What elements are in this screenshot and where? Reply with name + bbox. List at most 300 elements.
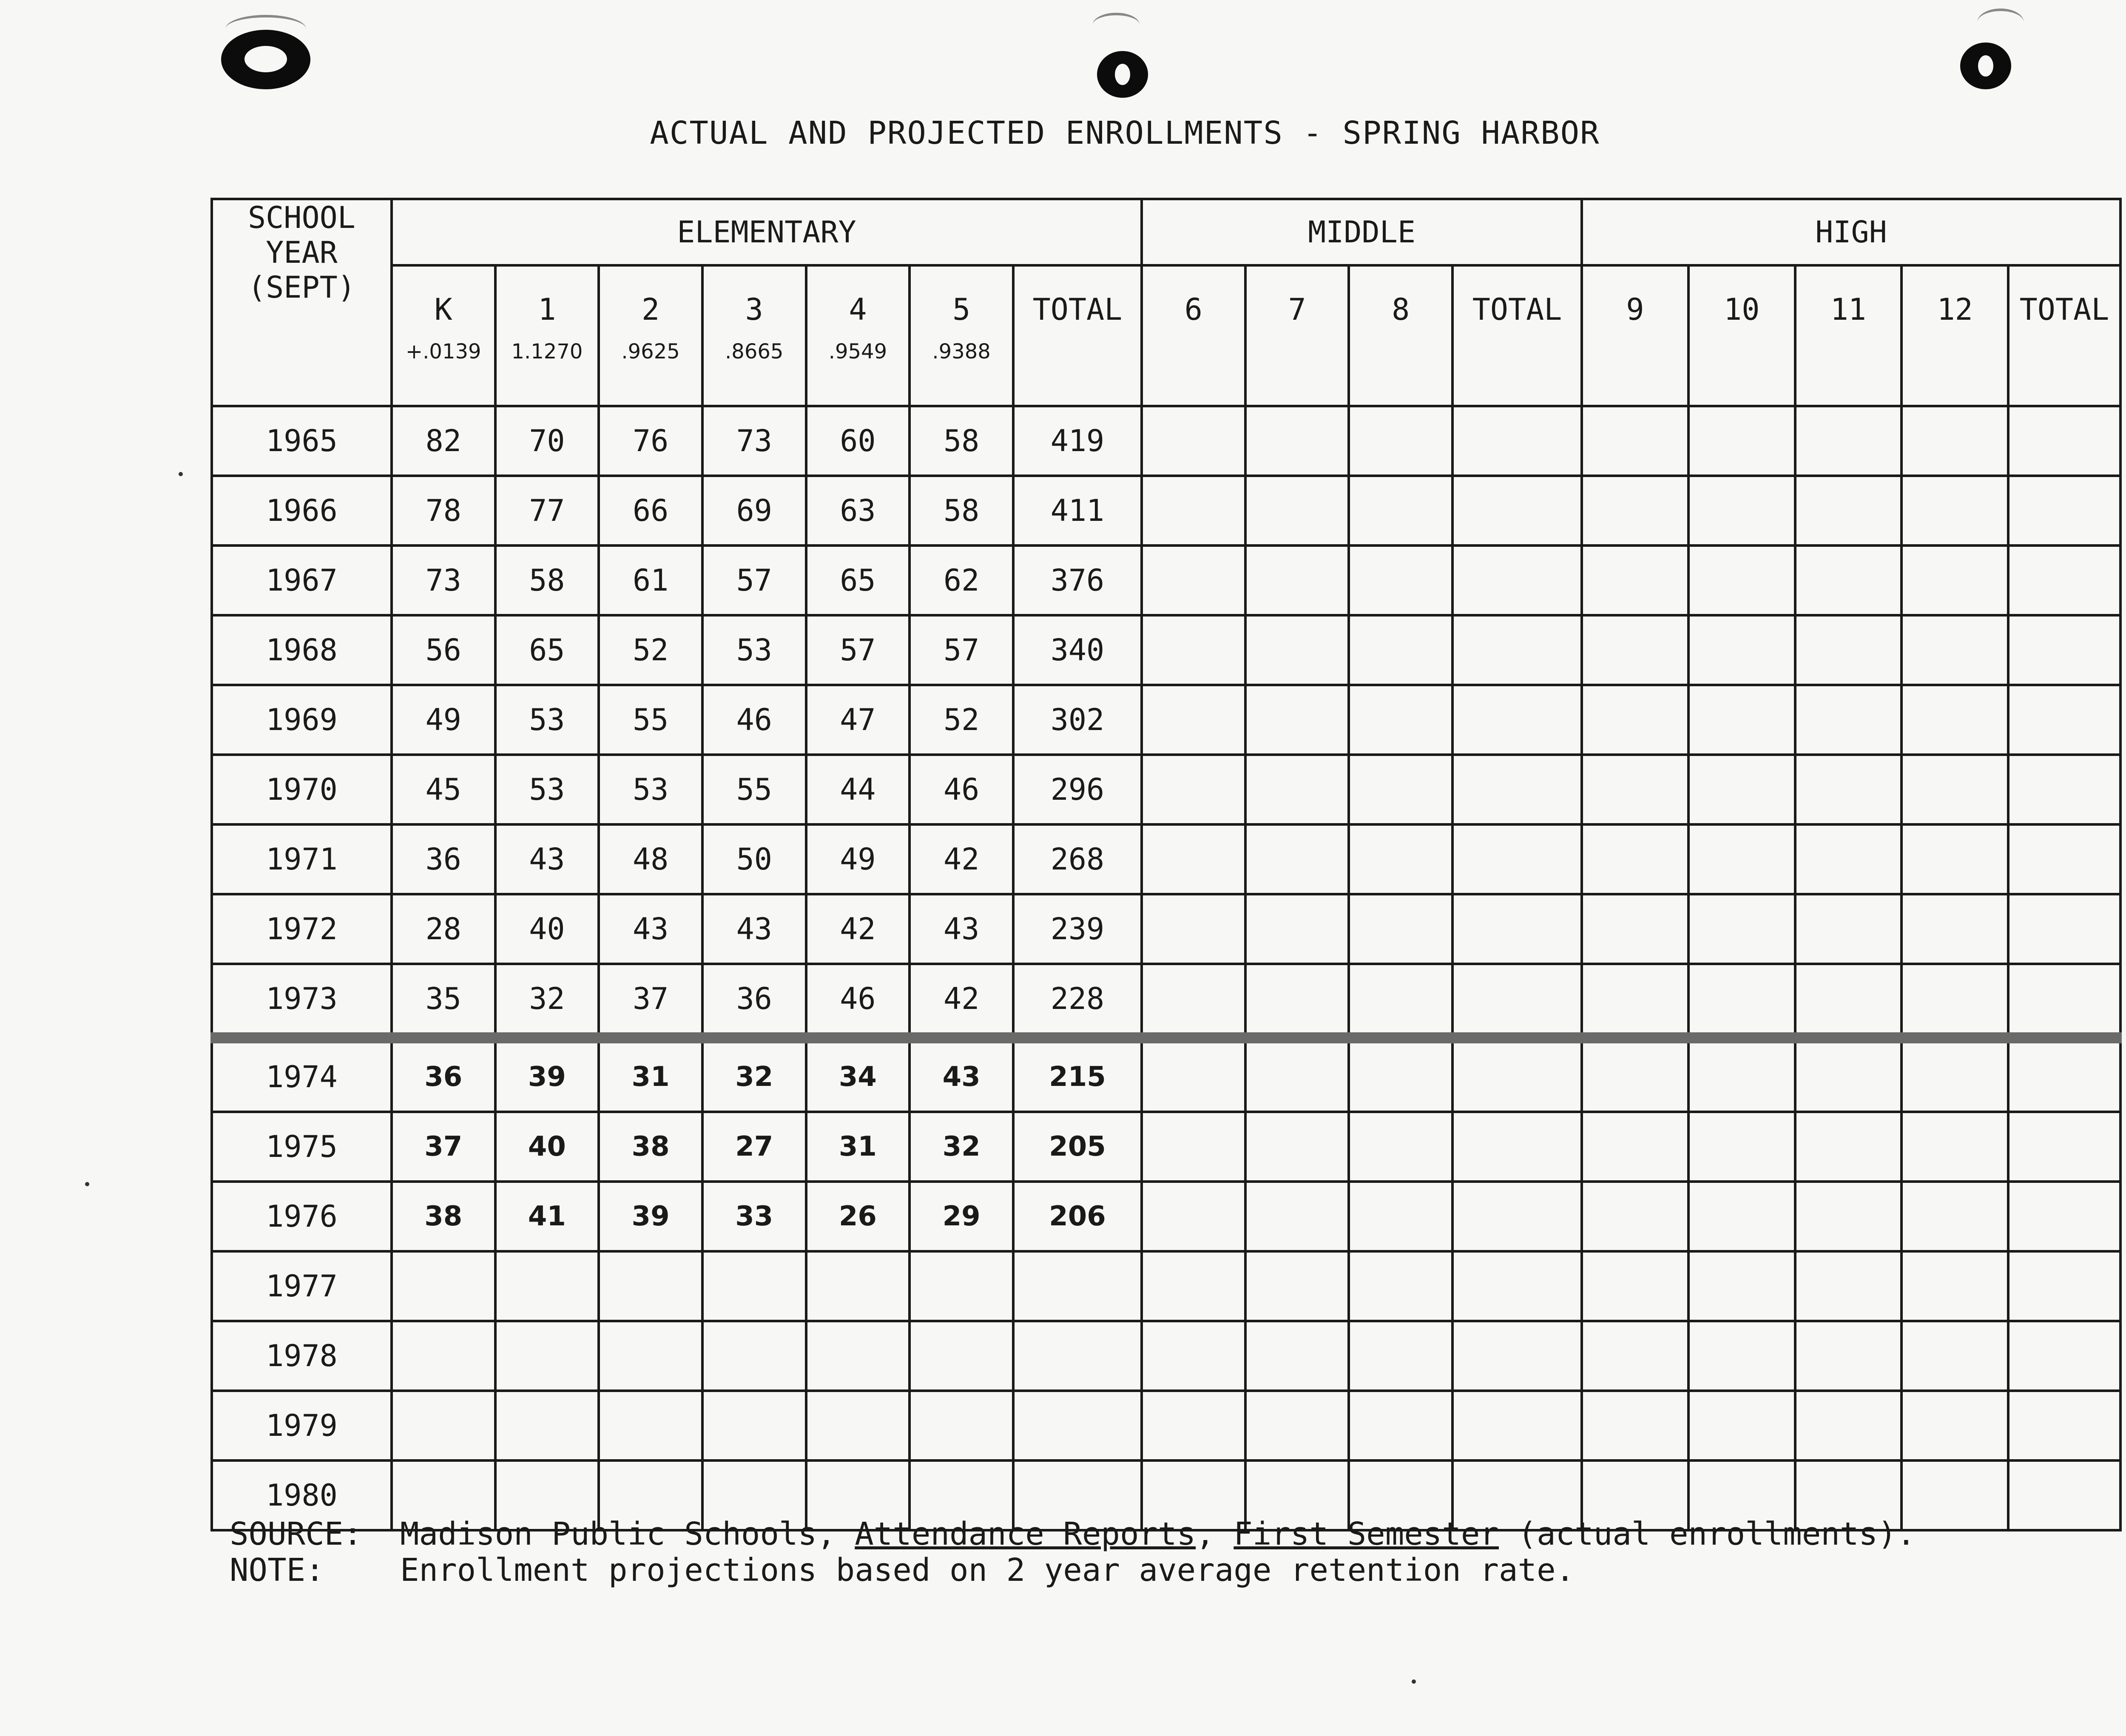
empty-cell	[1452, 1251, 1582, 1321]
empty-cell	[1688, 1112, 1795, 1182]
middle-group-header: MIDDLE	[1142, 199, 1582, 265]
table-row	[212, 1391, 2120, 1460]
enrollment-cell: 63	[806, 476, 910, 546]
empty-cell	[1901, 1112, 2008, 1182]
empty-cell	[1142, 476, 1245, 546]
source-prefix: Madison Public Schools,	[400, 1516, 855, 1552]
retention-rate: +.0139	[405, 340, 481, 364]
enrollment-cell: 56	[392, 615, 495, 685]
empty-cell	[2008, 476, 2120, 546]
empty-cell	[1349, 1251, 1452, 1321]
enrollment-cell: 32	[702, 1038, 806, 1112]
table-row	[212, 824, 2120, 894]
elementary-total-cell: 296	[1013, 755, 1142, 824]
enrollment-cell: 73	[702, 406, 806, 476]
enrollment-cell: 77	[495, 476, 599, 546]
school-year-cell: 1978	[212, 1321, 392, 1391]
enrollment-cell: 42	[806, 894, 910, 964]
column-label: 5	[952, 292, 971, 327]
empty-cell	[1452, 755, 1582, 824]
enrollment-cell	[910, 1391, 1013, 1460]
elementary-group-header: ELEMENTARY	[392, 199, 1142, 265]
source-report-title: Attendance Reports	[855, 1516, 1196, 1552]
empty-cell	[1349, 824, 1452, 894]
enrollment-cell: 76	[599, 406, 702, 476]
empty-cell	[1901, 476, 2008, 546]
table-row	[212, 685, 2120, 755]
empty-cell	[1349, 406, 1452, 476]
column-header-4	[806, 265, 910, 406]
enrollment-cell: 39	[599, 1182, 702, 1251]
enrollment-cell: 26	[806, 1182, 910, 1251]
empty-cell	[2008, 894, 2120, 964]
column-header-2	[599, 265, 702, 406]
school-year-header	[212, 199, 392, 406]
enrollment-cell: 36	[702, 964, 806, 1038]
enrollment-cell	[599, 1391, 702, 1460]
column-label: 9	[1626, 292, 1644, 327]
school-year-cell: 1976	[212, 1182, 392, 1251]
empty-cell	[1245, 1321, 1349, 1391]
elementary-total-cell: 411	[1013, 476, 1142, 546]
enrollment-cell: 34	[806, 1038, 910, 1112]
enrollment-cell: 53	[702, 615, 806, 685]
enrollment-cell: 65	[495, 615, 599, 685]
empty-cell	[2008, 615, 2120, 685]
punch-hole-ring	[1093, 13, 1140, 37]
empty-cell	[1688, 1182, 1795, 1251]
enrollment-cell: 73	[392, 546, 495, 615]
empty-cell	[1452, 615, 1582, 685]
column-label: 10	[1724, 292, 1760, 327]
enrollment-cell	[495, 1391, 599, 1460]
enrollment-cell: 46	[806, 964, 910, 1038]
school-year-cell: 1966	[212, 476, 392, 546]
enrollment-cell: 82	[392, 406, 495, 476]
empty-cell	[1688, 1391, 1795, 1460]
empty-cell	[1349, 894, 1452, 964]
enrollment-cell: 65	[806, 546, 910, 615]
elementary-total-cell: 302	[1013, 685, 1142, 755]
enrollment-cell: 32	[495, 964, 599, 1038]
enrollment-cell	[599, 1251, 702, 1321]
empty-cell	[1349, 1182, 1452, 1251]
table-row	[212, 964, 2120, 1038]
elementary-total-cell	[1013, 1391, 1142, 1460]
enrollment-cell: 78	[392, 476, 495, 546]
elementary-total-cell: 206	[1013, 1182, 1142, 1251]
table-row	[212, 406, 2120, 476]
enrollment-cell: 49	[392, 685, 495, 755]
school-year-header-line: (SEPT)	[248, 270, 355, 305]
column-label: 3	[745, 292, 763, 327]
empty-cell	[1795, 1391, 1902, 1460]
enrollment-cell	[910, 1251, 1013, 1321]
enrollment-cell: 43	[702, 894, 806, 964]
column-label: TOTAL	[2019, 292, 2109, 327]
punch-hole-ring	[1977, 9, 2024, 37]
enrollment-cell: 50	[702, 824, 806, 894]
empty-cell	[1142, 964, 1245, 1038]
empty-cell	[1688, 1321, 1795, 1391]
empty-cell	[1901, 1182, 2008, 1251]
empty-cell	[1582, 615, 1688, 685]
table-row	[212, 1251, 2120, 1321]
empty-cell	[1245, 1182, 1349, 1251]
elementary-total-cell	[1013, 1321, 1142, 1391]
empty-cell	[1142, 1391, 1245, 1460]
empty-cell	[1901, 1460, 2008, 1530]
enrollment-cell: 43	[495, 824, 599, 894]
empty-cell	[2008, 755, 2120, 824]
enrollment-cell: 52	[599, 615, 702, 685]
column-label: 1	[538, 292, 556, 327]
enrollment-cell: 31	[599, 1038, 702, 1112]
enrollment-cell	[702, 1391, 806, 1460]
empty-cell	[1582, 1321, 1688, 1391]
note-text: Enrollment projections based on 2 year average retention rate.	[400, 1552, 1575, 1588]
enrollment-cell: 37	[392, 1112, 495, 1182]
empty-cell	[2008, 1321, 2120, 1391]
source-label: SOURCE:	[230, 1516, 362, 1552]
empty-cell	[2008, 1182, 2120, 1251]
empty-cell	[1688, 546, 1795, 615]
elementary-total-cell: 268	[1013, 824, 1142, 894]
enrollment-cell	[806, 1391, 910, 1460]
school-year-cell: 1970	[212, 755, 392, 824]
column-header-11	[1795, 265, 1902, 406]
elementary-total-cell: 239	[1013, 894, 1142, 964]
empty-cell	[1349, 1112, 1452, 1182]
empty-cell	[2008, 1038, 2120, 1112]
enrollment-cell: 52	[910, 685, 1013, 755]
empty-cell	[1142, 1321, 1245, 1391]
table-row	[212, 894, 2120, 964]
empty-cell	[1582, 546, 1688, 615]
column-label: TOTAL	[1032, 292, 1123, 327]
column-header-9	[1582, 265, 1688, 406]
empty-cell	[1142, 1251, 1245, 1321]
school-year-cell: 1968	[212, 615, 392, 685]
empty-cell	[1688, 824, 1795, 894]
retention-rate: .8665	[725, 340, 784, 364]
enrollment-cell: 53	[495, 755, 599, 824]
empty-cell	[1452, 964, 1582, 1038]
enrollment-cell	[392, 1251, 495, 1321]
enrollment-cell: 58	[495, 546, 599, 615]
empty-cell	[1142, 1038, 1245, 1112]
empty-cell	[2008, 1112, 2120, 1182]
column-label: TOTAL	[1472, 292, 1562, 327]
retention-rate: .9549	[828, 340, 887, 364]
empty-cell	[1452, 824, 1582, 894]
empty-cell	[1142, 615, 1245, 685]
empty-cell	[1795, 685, 1902, 755]
empty-cell	[1452, 1391, 1582, 1460]
elementary-total-cell: 419	[1013, 406, 1142, 476]
enrollment-cell: 37	[599, 964, 702, 1038]
column-header-7	[1245, 265, 1349, 406]
empty-cell	[1142, 685, 1245, 755]
empty-cell	[1349, 685, 1452, 755]
punch-hole	[1960, 43, 2011, 89]
enrollment-cell	[910, 1321, 1013, 1391]
empty-cell	[1901, 824, 2008, 894]
enrollment-cell: 46	[910, 755, 1013, 824]
enrollment-cell: 69	[702, 476, 806, 546]
empty-cell	[1582, 894, 1688, 964]
school-year-header-line: SCHOOL	[248, 200, 355, 235]
empty-cell	[1795, 546, 1902, 615]
empty-cell	[1901, 546, 2008, 615]
empty-cell	[2008, 1391, 2120, 1460]
empty-cell	[1245, 755, 1349, 824]
empty-cell	[1582, 685, 1688, 755]
column-label: 11	[1830, 292, 1867, 327]
empty-cell	[1452, 1038, 1582, 1112]
enrollment-cell: 35	[392, 964, 495, 1038]
table-row	[212, 1321, 2120, 1391]
source-separator: ,	[1196, 1516, 1234, 1552]
empty-cell	[1349, 964, 1452, 1038]
empty-cell	[2008, 1460, 2120, 1530]
empty-cell	[1901, 685, 2008, 755]
enrollment-cell	[599, 1321, 702, 1391]
elementary-total-cell: 376	[1013, 546, 1142, 615]
empty-cell	[1795, 1321, 1902, 1391]
empty-cell	[1795, 1112, 1902, 1182]
empty-cell	[1245, 964, 1349, 1038]
enrollment-cell: 40	[495, 1112, 599, 1182]
enrollment-cell: 44	[806, 755, 910, 824]
table-row	[212, 755, 2120, 824]
enrollment-cell: 61	[599, 546, 702, 615]
school-year-cell: 1980	[212, 1460, 392, 1530]
empty-cell	[1452, 685, 1582, 755]
column-header-high-total	[2008, 265, 2120, 406]
enrollment-cell: 29	[910, 1182, 1013, 1251]
empty-cell	[1452, 1321, 1582, 1391]
empty-cell	[1142, 406, 1245, 476]
enrollment-cell: 42	[910, 964, 1013, 1038]
empty-cell	[1688, 476, 1795, 546]
enrollment-cell: 38	[392, 1182, 495, 1251]
school-year-cell: 1977	[212, 1251, 392, 1321]
column-label: 12	[1937, 292, 1973, 327]
enrollment-cell: 33	[702, 1182, 806, 1251]
enrollment-cell: 38	[599, 1112, 702, 1182]
empty-cell	[1245, 476, 1349, 546]
punch-hole	[221, 30, 310, 89]
empty-cell	[1901, 1321, 2008, 1391]
empty-cell	[1582, 824, 1688, 894]
empty-cell	[1349, 1391, 1452, 1460]
empty-cell	[2008, 685, 2120, 755]
column-header-1	[495, 265, 599, 406]
empty-cell	[1688, 755, 1795, 824]
empty-cell	[1795, 476, 1902, 546]
empty-cell	[1245, 1391, 1349, 1460]
school-year-cell: 1971	[212, 824, 392, 894]
note-label: NOTE:	[230, 1552, 324, 1588]
source-line	[230, 1516, 1916, 1552]
school-year-cell: 1973	[212, 964, 392, 1038]
enrollment-cell: 43	[910, 1038, 1013, 1112]
school-year-cell: 1969	[212, 685, 392, 755]
empty-cell	[1795, 894, 1902, 964]
empty-cell	[1142, 755, 1245, 824]
enrollment-cell: 46	[702, 685, 806, 755]
empty-cell	[1452, 894, 1582, 964]
empty-cell	[2008, 824, 2120, 894]
enrollment-cell: 40	[495, 894, 599, 964]
column-header-8	[1349, 265, 1452, 406]
empty-cell	[1452, 1112, 1582, 1182]
enrollment-cell: 41	[495, 1182, 599, 1251]
empty-cell	[1582, 476, 1688, 546]
empty-cell	[1901, 406, 2008, 476]
enrollment-cell: 39	[495, 1038, 599, 1112]
enrollment-cell: 66	[599, 476, 702, 546]
enrollment-cell: 62	[910, 546, 1013, 615]
note-line	[230, 1552, 1575, 1588]
empty-cell	[1452, 1182, 1582, 1251]
column-header-elementary-total	[1013, 265, 1142, 406]
source-suffix: (actual enrollments).	[1499, 1516, 1916, 1552]
empty-cell	[1582, 755, 1688, 824]
paper-speck	[1412, 1679, 1416, 1684]
empty-cell	[1901, 755, 2008, 824]
enrollment-cell: 27	[702, 1112, 806, 1182]
empty-cell	[1349, 1321, 1452, 1391]
empty-cell	[1901, 1391, 2008, 1460]
enrollment-cell: 55	[702, 755, 806, 824]
empty-cell	[1582, 1038, 1688, 1112]
enrollment-cell: 53	[495, 685, 599, 755]
column-label: K	[434, 292, 452, 327]
page-title: ACTUAL AND PROJECTED ENROLLMENTS - SPRING HARBOR	[650, 115, 1600, 151]
enrollment-rows	[212, 406, 2120, 1530]
empty-cell	[1688, 964, 1795, 1038]
column-header-5	[910, 265, 1013, 406]
enrollment-cell: 60	[806, 406, 910, 476]
empty-cell	[1795, 406, 1902, 476]
enrollment-cell: 45	[392, 755, 495, 824]
empty-cell	[1688, 406, 1795, 476]
school-year-header-line: YEAR	[266, 235, 338, 270]
empty-cell	[1795, 755, 1902, 824]
empty-cell	[1245, 1112, 1349, 1182]
table-row	[212, 1112, 2120, 1182]
enrollment-cell: 58	[910, 406, 1013, 476]
enrollment-table	[210, 198, 2122, 1531]
enrollment-cell: 55	[599, 685, 702, 755]
table-row	[212, 1182, 2120, 1251]
enrollment-cell: 28	[392, 894, 495, 964]
table-row	[212, 1038, 2120, 1112]
empty-cell	[1795, 1251, 1902, 1321]
empty-cell	[1795, 1182, 1902, 1251]
empty-cell	[1901, 894, 2008, 964]
elementary-total-cell: 340	[1013, 615, 1142, 685]
empty-cell	[1349, 1038, 1452, 1112]
enrollment-cell: 36	[392, 1038, 495, 1112]
empty-cell	[1142, 546, 1245, 615]
column-header-k	[392, 265, 495, 406]
enrollment-cell	[495, 1321, 599, 1391]
empty-cell	[2008, 1251, 2120, 1321]
empty-cell	[1245, 894, 1349, 964]
empty-cell	[1349, 546, 1452, 615]
empty-cell	[1901, 615, 2008, 685]
empty-cell	[1795, 615, 1902, 685]
column-label: 7	[1288, 292, 1306, 327]
school-year-cell: 1975	[212, 1112, 392, 1182]
empty-cell	[1142, 824, 1245, 894]
empty-cell	[1688, 615, 1795, 685]
enrollment-cell: 31	[806, 1112, 910, 1182]
empty-cell	[1349, 615, 1452, 685]
empty-cell	[1245, 1251, 1349, 1321]
empty-cell	[1142, 1182, 1245, 1251]
empty-cell	[2008, 964, 2120, 1038]
empty-cell	[1688, 1251, 1795, 1321]
empty-cell	[2008, 406, 2120, 476]
empty-cell	[1582, 406, 1688, 476]
empty-cell	[1142, 894, 1245, 964]
school-year-cell: 1965	[212, 406, 392, 476]
column-label: 6	[1184, 292, 1202, 327]
source-semester: First Semester	[1234, 1516, 1499, 1552]
enrollment-cell	[392, 1391, 495, 1460]
empty-cell	[1245, 615, 1349, 685]
column-header-3	[702, 265, 806, 406]
column-label: 2	[642, 292, 660, 327]
punch-hole	[1097, 51, 1148, 98]
empty-cell	[1582, 1251, 1688, 1321]
enrollment-cell	[495, 1251, 599, 1321]
high-group-header: HIGH	[1582, 199, 2120, 265]
empty-cell	[1901, 1251, 2008, 1321]
empty-cell	[1245, 685, 1349, 755]
empty-cell	[1795, 964, 1902, 1038]
school-year-cell: 1979	[212, 1391, 392, 1460]
school-year-cell: 1974	[212, 1038, 392, 1112]
empty-cell	[1452, 546, 1582, 615]
empty-cell	[1582, 964, 1688, 1038]
enrollment-cell	[702, 1251, 806, 1321]
empty-cell	[1795, 1038, 1902, 1112]
paper-speck	[179, 472, 183, 476]
enrollment-cell: 43	[910, 894, 1013, 964]
enrollment-cell: 42	[910, 824, 1013, 894]
empty-cell	[1582, 1391, 1688, 1460]
enrollment-cell	[392, 1321, 495, 1391]
elementary-total-cell: 205	[1013, 1112, 1142, 1182]
empty-cell	[1452, 476, 1582, 546]
table-row	[212, 476, 2120, 546]
enrollment-cell: 43	[599, 894, 702, 964]
empty-cell	[1688, 1038, 1795, 1112]
column-header-12	[1901, 265, 2008, 406]
enrollment-cell	[806, 1321, 910, 1391]
elementary-total-cell: 228	[1013, 964, 1142, 1038]
enrollment-cell	[806, 1251, 910, 1321]
empty-cell	[1795, 824, 1902, 894]
empty-cell	[1245, 546, 1349, 615]
column-header-middle-total	[1452, 265, 1582, 406]
enrollment-cell: 57	[910, 615, 1013, 685]
